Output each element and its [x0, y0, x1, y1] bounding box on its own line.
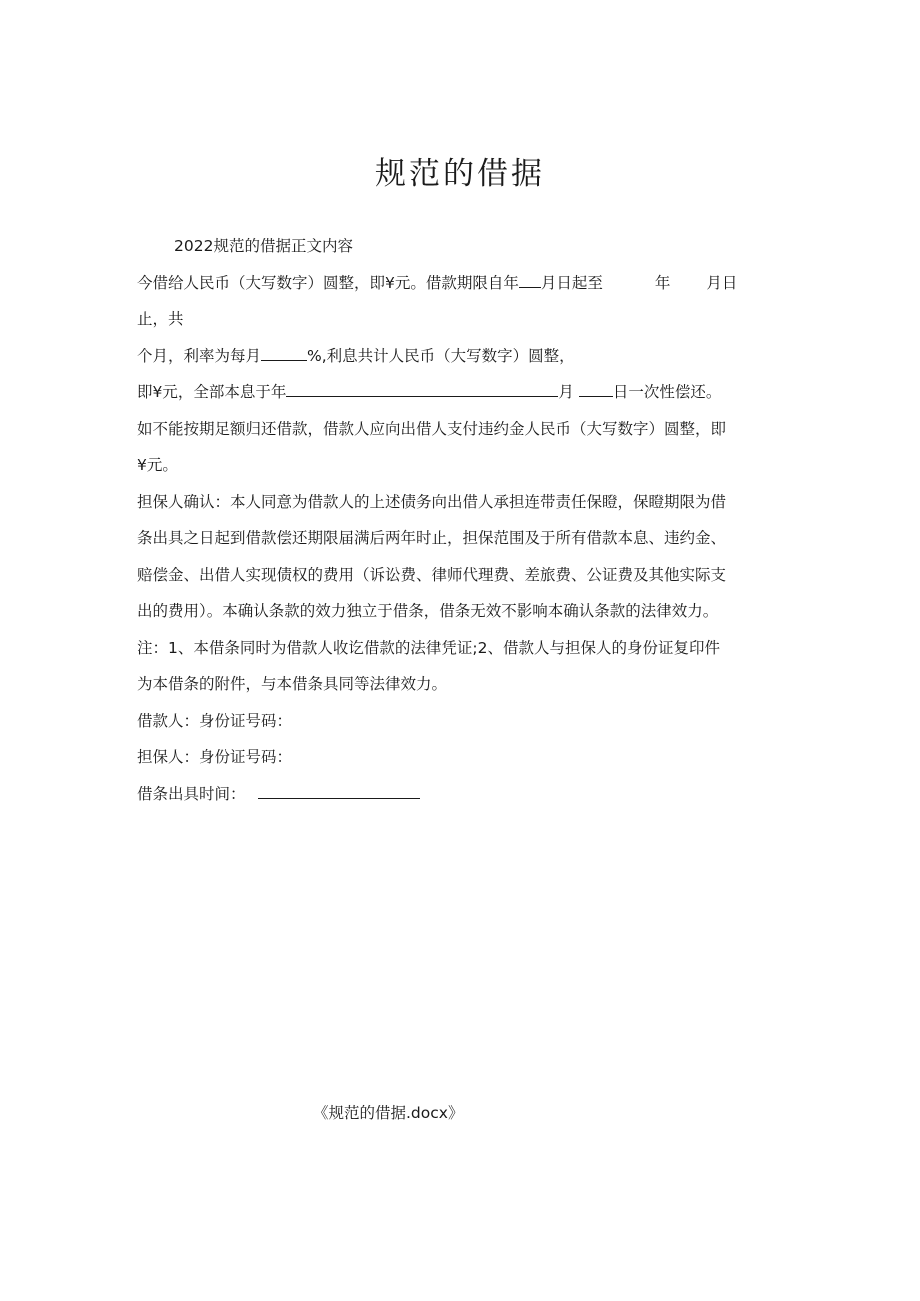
- repayment-text: 即¥元，全部本息于年: [137, 383, 287, 401]
- guarantor-confirm-line-3: 赔偿金、出借人实现债权的费用（诉讼费、律师代理费、差旅费、公证费及其他实际支: [137, 565, 727, 584]
- interest-total-text: %,利息共计人民币（大写数字）圆整，: [307, 346, 575, 365]
- repayment-day-text: 日一次性偿还。: [612, 383, 722, 401]
- repayment-month-text: 月: [558, 383, 574, 401]
- start-date-text: 月日起至: [540, 273, 603, 292]
- subtitle: 2022规范的借据正文内容: [174, 237, 353, 255]
- loan-amount-text: 今借给人民币（大写数字）圆整，即¥元。借款期限自年: [137, 273, 519, 292]
- term-line: 止，共: [137, 310, 184, 328]
- penalty-line-1: 如不能按期足额归还借款，借款人应向出借人支付违约金人民币（大写数字）圆整，即: [137, 419, 727, 438]
- interest-rate-blank: [261, 346, 307, 361]
- document-title: 规范的借据: [375, 156, 545, 192]
- guarantor-id-line: 担保人：身份证号码：: [137, 748, 293, 766]
- end-year-text: 年: [654, 273, 671, 292]
- start-month-blank: [519, 273, 541, 288]
- end-monthday-text: 月日: [706, 273, 738, 292]
- borrower-id-line: 借款人：身份证号码：: [137, 711, 293, 730]
- interest-line: [137, 338, 787, 375]
- note-line-1: 注：1、本借条同时为借款人收讫借款的法律凭证;2、借款人与担保人的身份证复印件: [137, 638, 720, 657]
- loan-amount-line: [137, 265, 787, 302]
- penalty-line-2: ¥元。: [137, 456, 178, 474]
- guarantor-confirm-line-2: 条出具之日起到借款偿还期限届满后两年时止，担保范围及于所有借款本息、违约金、: [137, 529, 727, 547]
- repayment-year-blank: [286, 382, 558, 397]
- interest-rate-label: 个月，利率为每月: [137, 346, 262, 365]
- issue-time-line: [137, 776, 787, 813]
- note-line-2: 为本借条的附件，与本借条具同等法律效力。: [137, 675, 448, 693]
- document-body: [137, 228, 787, 812]
- guarantor-confirm-line-4: 出的费用）。本确认条款的效力独立于借条，借条无效不影响本确认条款的法律效力。: [137, 602, 719, 620]
- footer-filename: 《规范的借据.docx》: [313, 1104, 464, 1122]
- repayment-day-blank: [579, 382, 613, 397]
- guarantor-confirm-line-1: 担保人确认：本人同意为借款人的上述债务向出借人承担连带责任保瞪，保瞪期限为借: [137, 492, 727, 511]
- issue-time-label: 借条出具时间：: [137, 784, 246, 803]
- issue-time-blank: [258, 784, 420, 799]
- repayment-line: [137, 374, 787, 411]
